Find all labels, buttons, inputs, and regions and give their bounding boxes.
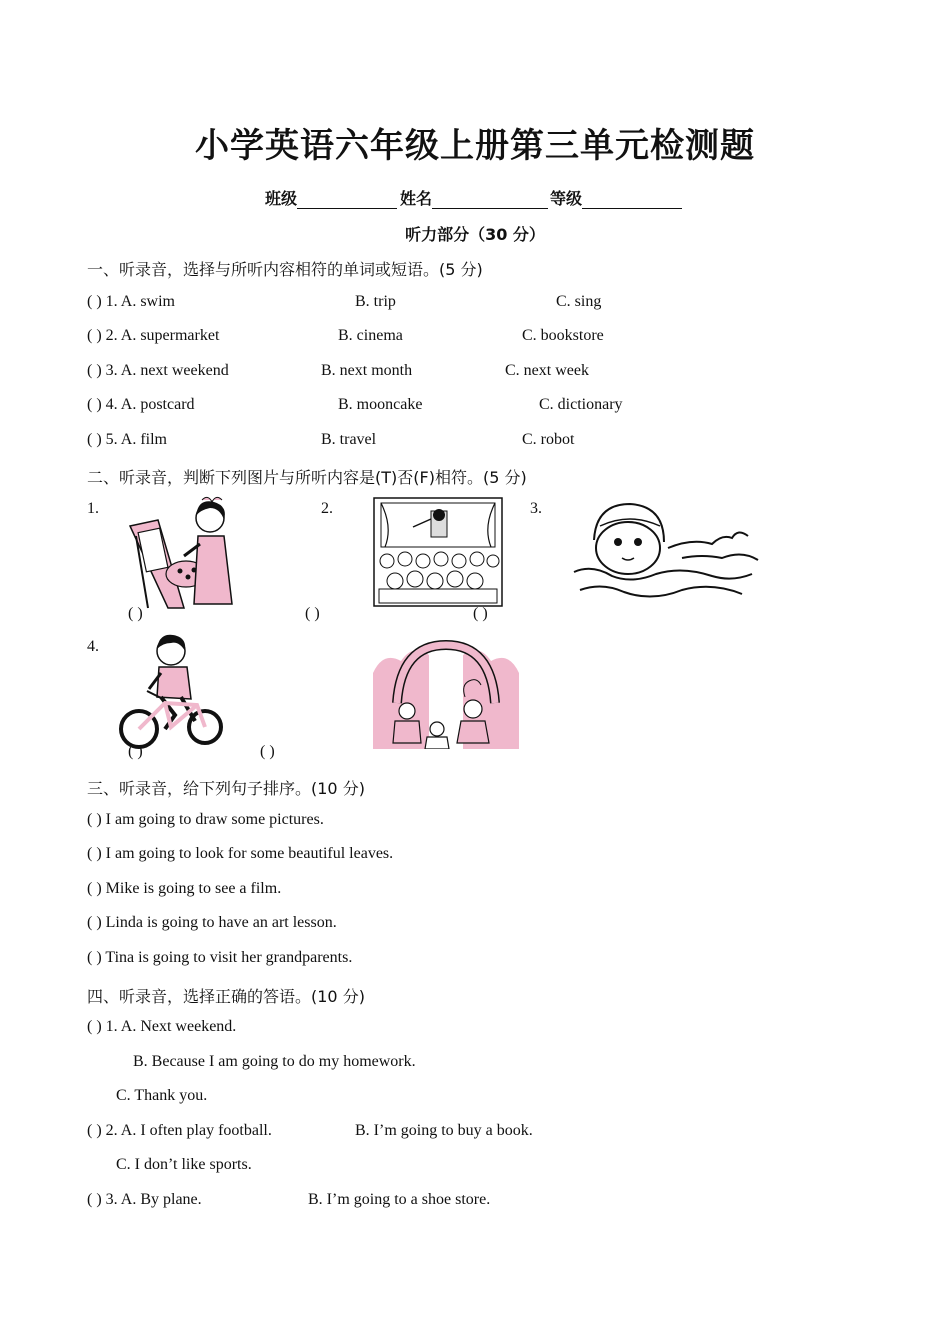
girl-painting-image <box>128 496 238 610</box>
s1-q1-a: ( ) 1. A. swim <box>87 293 175 310</box>
s4-q2-b: B. I’m going to buy a book. <box>355 1122 533 1139</box>
s4-q1-c: C. Thank you. <box>116 1087 208 1104</box>
s1-q4-c: C. dictionary <box>539 396 623 413</box>
s3-item-2: ( ) I am going to look for some beautiful leaves. <box>87 845 394 862</box>
boy-riding-bike-image <box>115 633 227 751</box>
s1-q2-c: C. bookstore <box>522 327 604 344</box>
class-field <box>265 186 397 209</box>
s3-item-5: ( ) Tina is going to visit her grandparents. <box>87 949 353 966</box>
s4-q3-a: ( ) 3. A. By plane. <box>87 1191 202 1208</box>
pic-1-answer[interactable]: ( ) <box>128 605 143 622</box>
s4-q2-c: C. I don’t like sports. <box>116 1156 252 1173</box>
s1-q4-b: B. mooncake <box>338 396 423 413</box>
cinema-image <box>373 497 503 607</box>
s3-item-3: ( ) Mike is going to see a film. <box>87 880 282 897</box>
s1-q3-a: ( ) 3. A. next weekend <box>87 362 229 379</box>
name-field <box>400 186 548 209</box>
section-1-heading: 一、听录音，选择与所听内容相符的单词或短语。(5 分) <box>87 260 483 279</box>
s3-item-4: ( ) Linda is going to have an art lesson. <box>87 914 337 931</box>
page-title: 小学英语六年级上册第三单元检测题 <box>195 126 755 166</box>
pic-num-4: 4. <box>87 638 99 655</box>
pic-4-answer[interactable]: ( ) <box>128 743 143 760</box>
listening-header: 听力部分（30 分） <box>405 225 545 244</box>
grade-label: 等级 <box>550 189 583 208</box>
grade-field <box>550 186 682 209</box>
s4-q1-b: B. Because I am going to do my homework. <box>133 1053 416 1070</box>
s1-q3-b: B. next month <box>321 362 413 379</box>
s1-q5-c: C. robot <box>522 431 575 448</box>
s1-q2-a: ( ) 2. A. supermarket <box>87 327 220 344</box>
section-3-heading: 三、听录音，给下列句子排序。(10 分) <box>87 779 365 798</box>
section-4-heading: 四、听录音，选择正确的答语。(10 分) <box>87 987 365 1006</box>
grade-blank[interactable] <box>582 190 682 209</box>
pic-5-answer[interactable]: ( ) <box>260 743 275 760</box>
pic-2-answer[interactable]: ( ) <box>305 605 320 622</box>
s4-q2-a: ( ) 2. A. I often play football. <box>87 1122 272 1139</box>
s1-q5-b: B. travel <box>321 431 377 448</box>
pic-num-1: 1. <box>87 500 99 517</box>
swimming-boy-image <box>572 498 762 610</box>
s1-q4-a: ( ) 4. A. postcard <box>87 396 195 413</box>
s1-q3-c: C. next week <box>505 362 589 379</box>
s3-item-1: ( ) I am going to draw some pictures. <box>87 811 324 828</box>
s1-q2-b: B. cinema <box>338 327 403 344</box>
name-label: 姓名 <box>400 189 433 208</box>
pic-num-3: 3. <box>530 500 542 517</box>
name-blank[interactable] <box>432 190 548 209</box>
pic-num-2: 2. <box>321 500 333 517</box>
s1-q5-a: ( ) 5. A. film <box>87 431 167 448</box>
s1-q1-c: C. sing <box>556 293 602 310</box>
s4-q1-a: ( ) 1. A. Next weekend. <box>87 1018 237 1035</box>
class-blank[interactable] <box>297 190 397 209</box>
pic-3-answer[interactable]: ( ) <box>473 605 488 622</box>
s1-q1-b: B. trip <box>355 293 396 310</box>
class-label: 班级 <box>265 189 298 208</box>
s4-q3-b: B. I’m going to a shoe store. <box>308 1191 491 1208</box>
section-2-heading: 二、听录音，判断下列图片与所听内容是(T)否(F)相符。(5 分) <box>87 468 527 487</box>
park-gate-image <box>373 633 519 749</box>
